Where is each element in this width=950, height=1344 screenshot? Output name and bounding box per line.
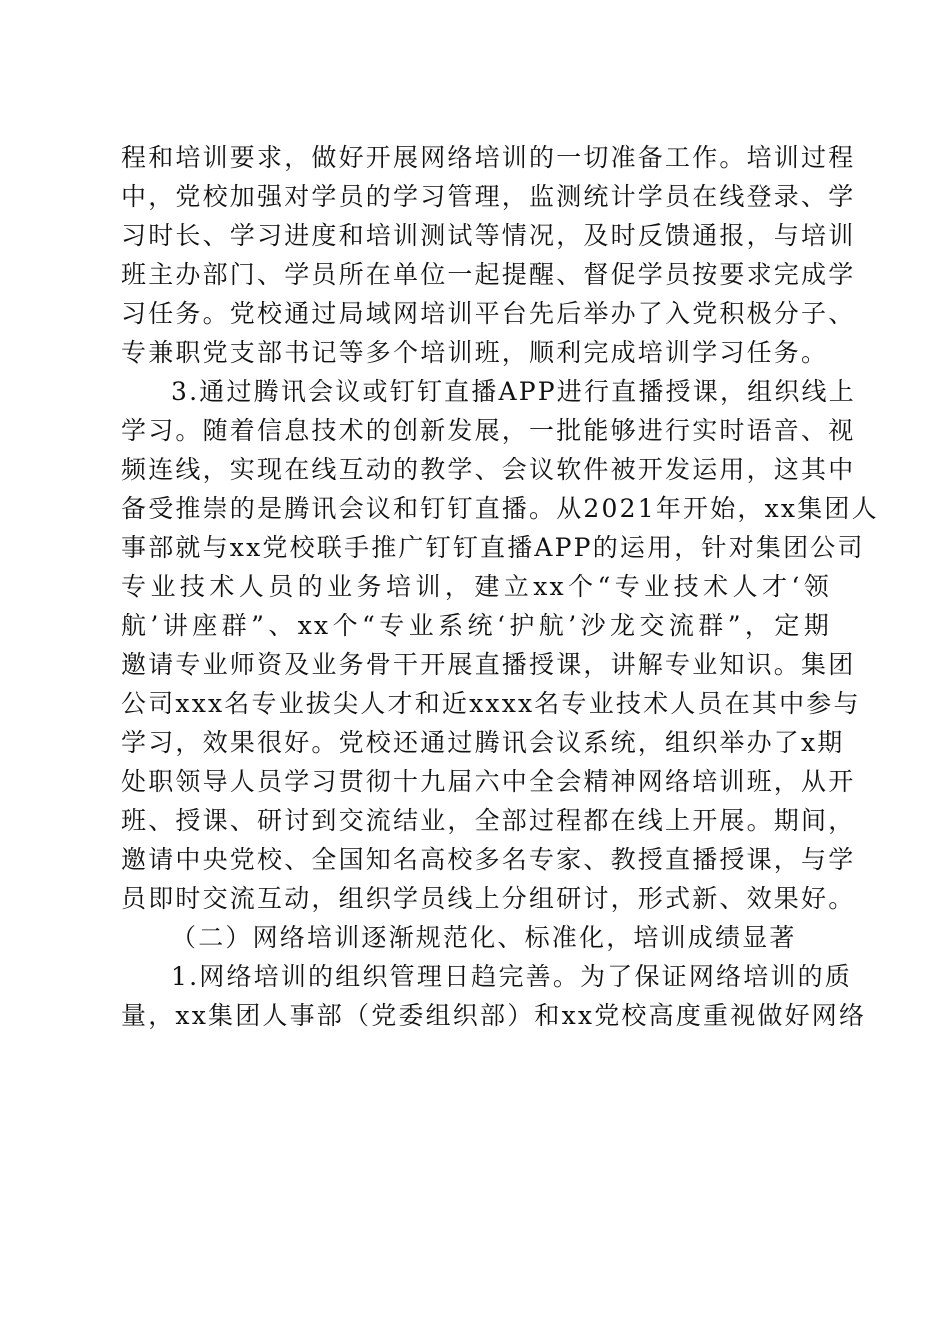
paragraph-line: 邀请中央党校、全国知名高校多名专家、教授直播授课，与学 (121, 845, 856, 874)
paragraph-line: 中，党校加强对学员的学习管理，监测统计学员在线登录、学 (121, 182, 856, 211)
paragraph-line: 邀请专业师资及业务骨干开展直播授课，讲解专业知识。集团 (121, 650, 856, 679)
document-body (121, 138, 879, 1035)
paragraph-line: 事部就与xx党校联手推广钉钉直播APP的运用，针对集团公司 (121, 533, 865, 562)
paragraph-line: 3.通过腾讯会议或钉钉直播APP进行直播授课，组织线上 (171, 377, 856, 406)
paragraph-line: 习任务。党校通过局域网培训平台先后举办了入党积极分子、 (121, 299, 856, 328)
paragraph-line: 员即时交流互动，组织学员线上分组研讨，形式新、效果好。 (121, 884, 856, 913)
paragraph-line: 程和培训要求，做好开展网络培训的一切准备工作。培训过程 (121, 143, 856, 172)
paragraph-line: 班主办部门、学员所在单位一起提醒、督促学员按要求完成学 (121, 260, 856, 289)
paragraph-line: 学习，效果很好。党校还通过腾讯会议系统，组织举办了x期 (121, 728, 845, 757)
paragraph-line: 频连线，实现在线互动的教学、会议软件被开发运用，这其中 (121, 455, 856, 484)
paragraph-line: 学习。随着信息技术的创新发展，一批能够进行实时语音、视 (121, 416, 856, 445)
paragraph-line: 航’讲座群”、xx个“专业系统‘护航’沙龙交流群”，定期 (121, 611, 831, 640)
paragraph-line: 专业技术人员的业务培训，建立xx个“专业技术人才‘领 (121, 572, 831, 601)
paragraph-line: 备受推崇的是腾讯会议和钉钉直播。从2021年开始，xx集团人 (121, 494, 879, 523)
paragraph-line: 班、授课、研讨到交流结业，全部过程都在线上开展。期间， (121, 806, 856, 835)
paragraph-line: 专兼职党支部书记等多个培训班，顺利完成培训学习任务。 (121, 338, 829, 367)
paragraph-line: 公司xxx名专业拔尖人才和近xxxx名专业技术人员在其中参与 (121, 689, 861, 718)
paragraph-line: 习时长、学习进度和培训测试等情况，及时反馈通报，与培训 (121, 221, 856, 250)
paragraph-line: 处职领导人员学习贯彻十九届六中全会精神网络培训班，从开 (121, 767, 856, 796)
paragraph-line: 1.网络培训的组织管理日趋完善。为了保证网络培训的质 (171, 962, 853, 991)
section-heading: （二）网络培训逐渐规范化、标准化，培训成绩显著 (171, 923, 797, 952)
paragraph-line: 量，xx集团人事部（党委组织部）和xx党校高度重视做好网络 (121, 1001, 867, 1030)
